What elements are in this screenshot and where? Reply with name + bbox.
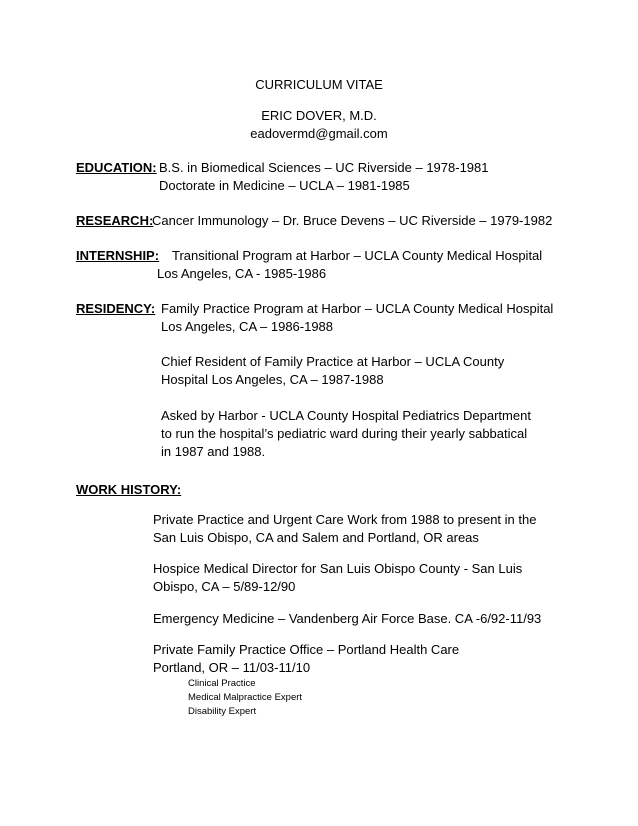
residency-line: Hospital Los Angeles, CA – 1987-1988 bbox=[161, 372, 384, 387]
work-history-line: Hospice Medical Director for San Luis Obispo County - San Luis bbox=[153, 561, 523, 576]
work-history-line: Obispo, CA – 5/89-12/90 bbox=[153, 579, 296, 594]
internship-line: Los Angeles, CA - 1985-1986 bbox=[157, 266, 327, 281]
education-line: B.S. in Biomedical Sciences – UC Riverside – 1978-1981 bbox=[159, 160, 489, 175]
residency-line: in 1987 and 1988. bbox=[161, 444, 266, 459]
work-history-line: Portland, OR – 11/03-11/10 bbox=[153, 660, 311, 675]
internship-label: INTERNSHIP: bbox=[76, 248, 160, 263]
education-label: EDUCATION: bbox=[76, 160, 157, 175]
residency-line: Los Angeles, CA – 1986-1988 bbox=[161, 319, 334, 334]
research-line: Cancer Immunology – Dr. Bruce Devens – UC Riverside – 1979-1982 bbox=[152, 213, 553, 228]
residency-line: Family Practice Program at Harbor – UCLA County Medical Hospital bbox=[161, 301, 554, 316]
residency-line: Asked by Harbor - UCLA County Hospital Pediatrics Department bbox=[161, 408, 531, 423]
work-history-line: Private Practice and Urgent Care Work from 1988 to present in the bbox=[153, 512, 537, 527]
email-address: eadovermd@gmail.com bbox=[250, 126, 388, 141]
internship-line: Transitional Program at Harbor – UCLA County Medical Hospital bbox=[172, 248, 543, 263]
work-history-label: WORK HISTORY: bbox=[76, 482, 182, 497]
residency-line: to run the hospital’s pediatric ward during their yearly sabbatical bbox=[161, 426, 528, 441]
work-history-line: Emergency Medicine – Vandenberg Air Force Base. CA -6/92-11/93 bbox=[153, 611, 542, 626]
work-history-sub-item: Clinical Practice bbox=[188, 678, 256, 689]
education-line: Doctorate in Medicine – UCLA – 1981-1985 bbox=[159, 178, 410, 193]
residency-line: Chief Resident of Family Practice at Harbor – UCLA County bbox=[161, 354, 505, 369]
work-history-sub-item: Medical Malpractice Expert bbox=[188, 692, 303, 703]
document-title: CURRICULUM VITAE bbox=[255, 77, 383, 92]
person-name: ERIC DOVER, M.D. bbox=[261, 108, 377, 123]
work-history-line: Private Family Practice Office – Portland Health Care bbox=[153, 642, 460, 657]
residency-label: RESIDENCY: bbox=[76, 301, 156, 316]
work-history-line: San Luis Obispo, CA and Salem and Portland, OR areas bbox=[153, 530, 479, 545]
research-label: RESEARCH: bbox=[76, 213, 154, 228]
work-history-sub-item: Disability Expert bbox=[188, 706, 257, 717]
